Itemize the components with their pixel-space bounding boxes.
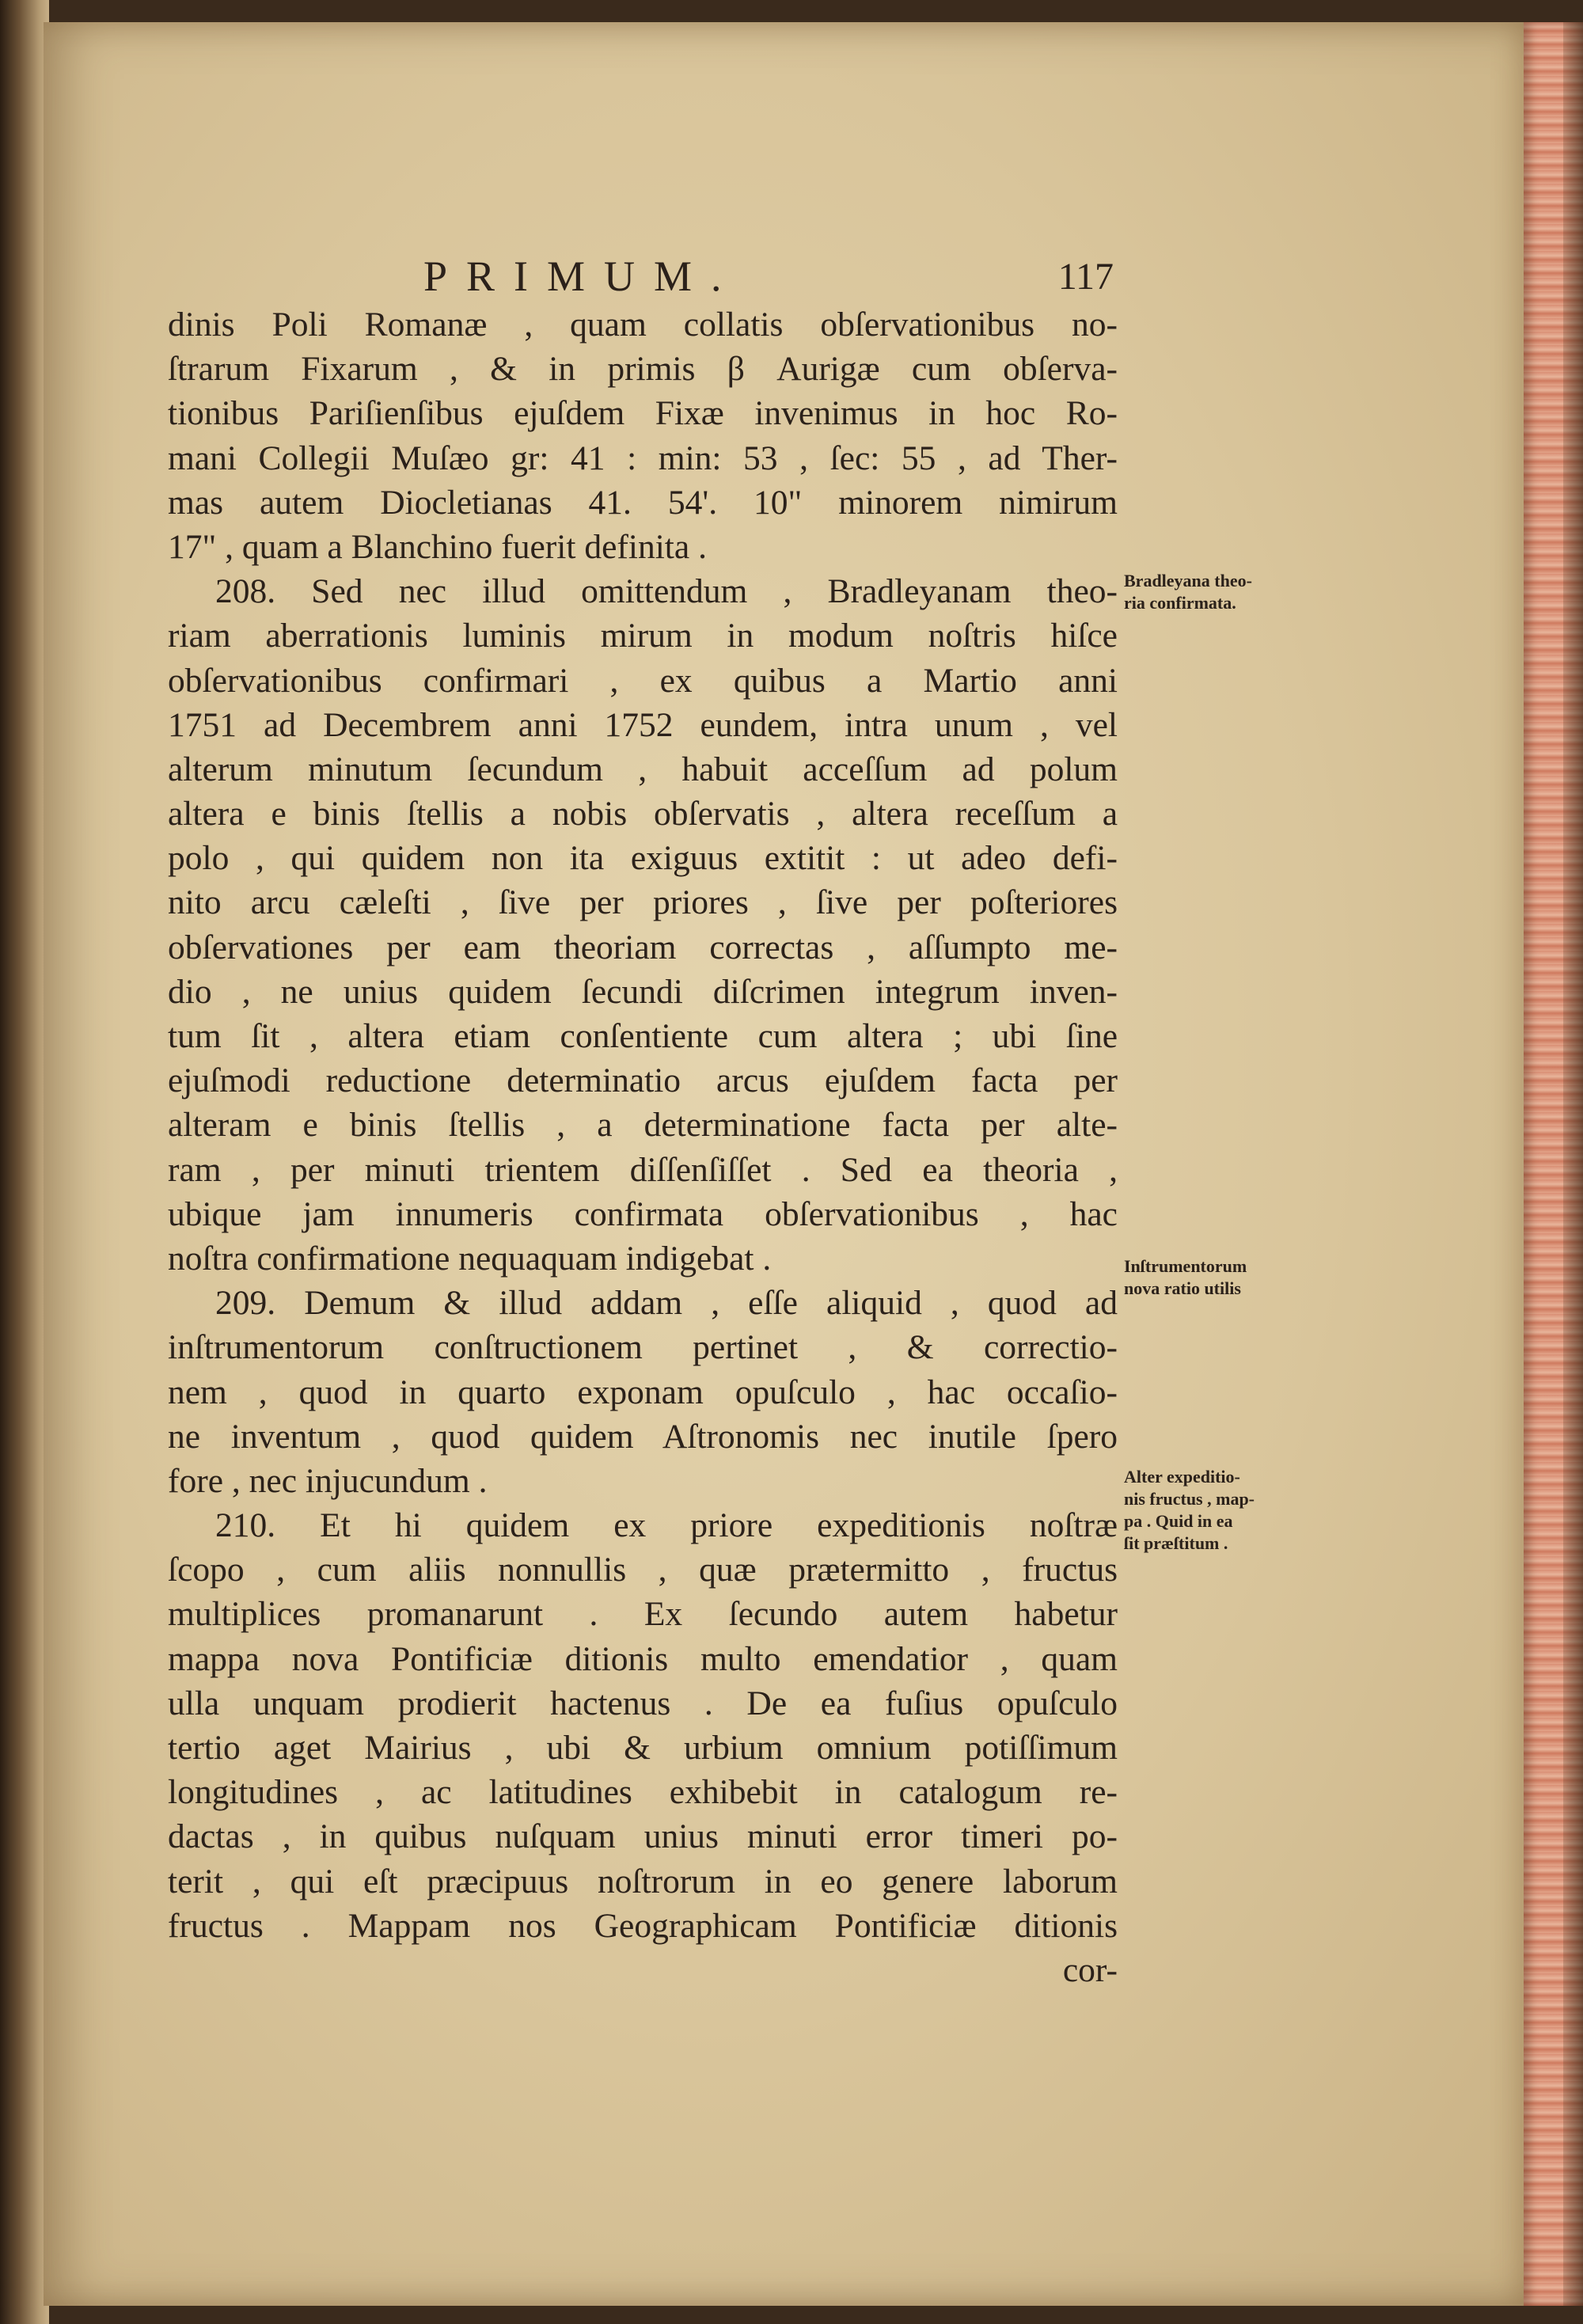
- page-number: 117: [1057, 256, 1114, 298]
- marginal-note-instrumentorum: [1124, 1255, 1298, 1300]
- text-line: obſervationes per eam theoriam correctas , aſſumpto me-: [168, 928, 1118, 966]
- page-edge-shadow: [1563, 22, 1583, 2306]
- text-line: tum ſit , altera etiam conſentiente cum altera ; ubi ſine: [168, 1017, 1118, 1055]
- text-line: dinis Poli Romanæ , quam collatis obſervationibus no-: [168, 306, 1118, 344]
- marginal-note-line: nova ratio utilis: [1124, 1278, 1241, 1298]
- text-line: multiplices promanarunt . Ex ſecundo autem habetur: [168, 1595, 1118, 1634]
- text-line: mas autem Diocletianas 41. 54'. 10" minorem nimirum: [168, 483, 1118, 522]
- text-line: tionibus Pariſienſibus ejuſdem Fixæ invenimus in hoc Ro-: [168, 394, 1118, 433]
- text-line: altera e binis ſtellis a nobis obſervatis , altera receſſum a: [168, 795, 1118, 834]
- text-line: ſtrarum Fixarum , & in primis β Aurigæ cum obſerva-: [168, 350, 1118, 389]
- marginal-note-line: Bradleyana theo-: [1124, 571, 1252, 590]
- paragraph-210-start: 210. Et hi quidem ex priore expeditionis noſtræ: [215, 1506, 1118, 1545]
- text-line: ſcopo , cum aliis nonnullis , quæ prætermitto , fructus: [168, 1551, 1118, 1589]
- text-line: 1751 ad Decembrem anni 1752 eundem, intra unum , vel: [168, 705, 1118, 744]
- text-line: ubique jam innumeris confirmata obſervationibus , hac: [168, 1194, 1118, 1233]
- book-spine: [0, 0, 49, 2324]
- text-line: alterum minutum ſecundum , habuit acceſſum ad polum: [168, 750, 1118, 788]
- body-text: [168, 302, 1118, 1992]
- text-line: alteram e binis ſtellis , a determinatione facta per alte-: [168, 1106, 1118, 1145]
- marginal-note-alter-expeditionis: [1124, 1466, 1298, 1555]
- text-line: polo , qui quidem non ita exiguus extitit : ut adeo defi-: [168, 839, 1118, 878]
- text-line: mappa nova Pontificiæ ditionis multo emendatior , quam: [168, 1639, 1118, 1678]
- marginal-note-line: nis fructus , map-: [1124, 1489, 1255, 1509]
- marginal-note-line: ria confirmata.: [1124, 593, 1236, 613]
- text-line: ulla unquam prodierit hactenus . De ea fuſius opuſculo: [168, 1684, 1118, 1722]
- text-line: fructus . Mappam nos Geographicam Pontificiæ ditionis: [168, 1906, 1118, 1945]
- running-title: PRIMUM.: [423, 253, 741, 300]
- marginal-note-line: Alter expeditio-: [1124, 1467, 1240, 1487]
- text-line: fore , nec injucundum .: [168, 1461, 488, 1500]
- text-line: riam aberrationis luminis mirum in modum noſtris hiſce: [168, 617, 1118, 655]
- text-line: nem , quod in quarto exponam opuſculo , hac occaſio-: [168, 1373, 1118, 1411]
- catchword: cor-: [1062, 1950, 1118, 1989]
- text-line: ne inventum , quod quidem Aſtronomis nec inutile ſpero: [168, 1417, 1118, 1456]
- text-line: 17" , quam a Blanchino fuerit definita .: [168, 527, 707, 566]
- page-header: [423, 252, 1136, 307]
- marginal-note-line: ſit præſtitum .: [1124, 1533, 1228, 1553]
- text-line: nito arcu cæleſti , ſive per priores , ſive per poſteriores: [168, 883, 1118, 922]
- text-line: ejuſmodi reductione determinatio arcus ejuſdem facta per: [168, 1061, 1118, 1100]
- text-line: terit , qui eſt præcipuus noſtrorum in eo genere laborum: [168, 1862, 1118, 1901]
- text-line: noſtra confirmatione nequaquam indigebat .: [168, 1239, 772, 1278]
- marginal-note-bradleyana: [1124, 570, 1298, 614]
- marginal-note-line: pa . Quid in ea: [1124, 1511, 1233, 1531]
- paragraph-209-start: 209. Demum & illud addam , eſſe aliquid , quod ad: [215, 1284, 1118, 1323]
- marginal-note-line: Inſtrumentorum: [1124, 1256, 1247, 1276]
- text-line: obſervationibus confirmari , ex quibus a Martio anni: [168, 661, 1118, 700]
- text-line: dactas , in quibus nuſquam unius minuti error timeri po-: [168, 1817, 1118, 1856]
- text-line: longitudines , ac latitudines exhibebit in catalogum re-: [168, 1773, 1118, 1812]
- paragraph-208-start: 208. Sed nec illud omittendum , Bradleyanam theo-: [215, 572, 1118, 611]
- text-line: inſtrumentorum conſtructionem pertinet , & correctio-: [168, 1328, 1118, 1367]
- text-line: mani Collegii Muſæo gr: 41 : min: 53 , ſec: 55 , ad Ther-: [168, 439, 1118, 477]
- text-line: dio , ne unius quidem ſecundi diſcrimen integrum inven-: [168, 972, 1118, 1011]
- text-line: ram , per minuti trientem diſſenſiſſet . Sed ea theoria ,: [168, 1150, 1118, 1189]
- text-line: tertio aget Mairius , ubi & urbium omnium potiſſimum: [168, 1729, 1118, 1767]
